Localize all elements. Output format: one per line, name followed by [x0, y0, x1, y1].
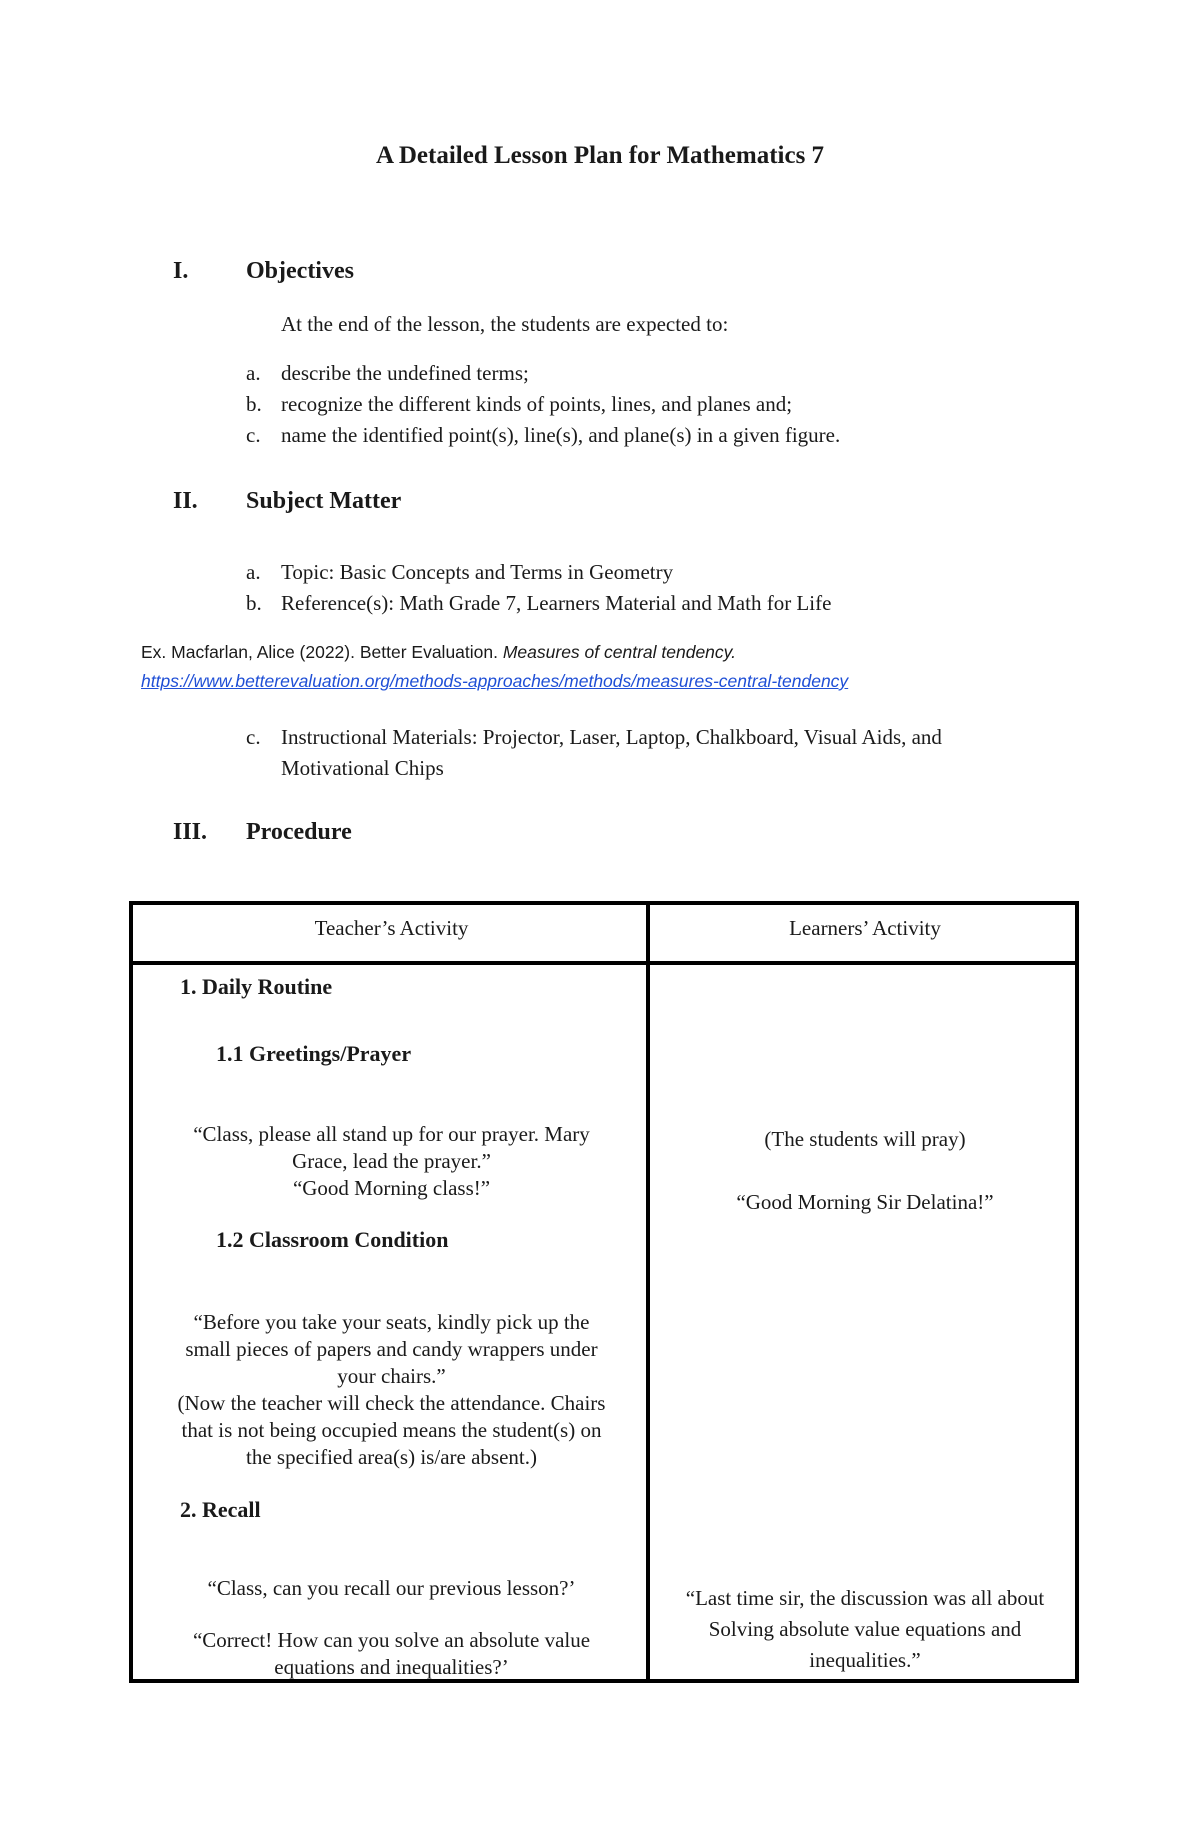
header-learners-activity: Learners’ Activity [789, 916, 941, 940]
example-reference [141, 638, 1101, 667]
header-teacher-activity: Teacher’s Activity [314, 916, 469, 940]
table-column-divider [646, 905, 650, 1679]
objective-item-c: name the identified point(s), line(s), and plane(s) in a given figure. [281, 423, 841, 447]
subject-item-materials-line2: Motivational Chips [281, 756, 444, 780]
classroom-condition-heading: 1.2 Classroom Condition [216, 1227, 449, 1252]
teacher-classroom-line2: small pieces of papers and candy wrappers under [185, 1337, 598, 1361]
teacher-classroom-line5: that is not being occupied means the student(s) on [181, 1418, 602, 1442]
subject-item-materials-line1: Instructional Materials: Projector, Laser, Laptop, Chalkboard, Visual Aids, and [281, 725, 942, 749]
teacher-classroom-line3: your chairs.” [337, 1364, 446, 1388]
example-reference-link-row [141, 667, 1101, 696]
daily-routine-heading: 1. Daily Routine [180, 974, 333, 999]
document-title: A Detailed Lesson Plan for Mathematics 7 [375, 142, 825, 169]
recall-heading: 2. Recall [180, 1497, 261, 1522]
objectives-intro: At the end of the lesson, the students are expected to: [281, 312, 729, 336]
teacher-classroom-line4: (Now the teacher will check the attendance. Chairs [177, 1391, 606, 1415]
objective-item-b: recognize the different kinds of points, lines, and planes and; [281, 392, 793, 416]
learner-recall-line2: Solving absolute value equations and [708, 1617, 1022, 1641]
example-reference-link[interactable]: https://www.betterevaluation.org/methods-approaches/methods/measures-central-tendency [141, 671, 849, 691]
procedure-table [129, 901, 1079, 1683]
subject-label-a: a. [246, 560, 261, 584]
teacher-classroom-line6: the specified area(s) is/are absent.) [246, 1445, 537, 1469]
table-header-divider [133, 961, 1075, 965]
objective-label-c: c. [246, 423, 261, 447]
teacher-recall-line1: “Class, can you recall our previous lesson?’ [207, 1576, 576, 1600]
subject-item-reference: Reference(s): Math Grade 7, Learners Material and Math for Life [281, 591, 832, 615]
objective-item-a: describe the undefined terms; [281, 361, 529, 385]
section-number-subject-matter: II. [173, 488, 198, 514]
section-heading-subject-matter: Subject Matter [246, 488, 402, 514]
teacher-recall-line2: “Correct! How can you solve an absolute value [192, 1628, 591, 1652]
teacher-classroom-line1: “Before you take your seats, kindly pick up the [193, 1310, 590, 1334]
objective-label-b: b. [246, 392, 262, 416]
subject-label-b: b. [246, 591, 262, 615]
teacher-recall-line3: equations and inequalities?’ [274, 1655, 509, 1679]
section-number-procedure: III. [173, 819, 208, 845]
greetings-prayer-heading: 1.1 Greetings/Prayer [216, 1041, 412, 1066]
example-reference-text: Ex. Macfarlan, Alice (2022). Better Evaluation. [141, 642, 503, 662]
learner-recall-line3: inequalities.” [809, 1648, 921, 1672]
section-number-objectives: I. [173, 258, 189, 284]
subject-label-c: c. [246, 725, 261, 749]
learner-recall-line1: “Last time sir, the discussion was all about [685, 1586, 1045, 1610]
teacher-greeting: “Good Morning class!” [292, 1176, 491, 1200]
section-heading-objectives: Objectives [246, 258, 354, 284]
learner-greeting: “Good Morning Sir Delatina!” [736, 1190, 994, 1214]
learner-prayer: (The students will pray) [764, 1127, 966, 1151]
teacher-prayer-line1: “Class, please all stand up for our prayer. Mary [193, 1122, 590, 1146]
section-heading-procedure: Procedure [246, 819, 352, 845]
example-reference-title: Measures of central tendency. [502, 642, 736, 662]
subject-item-topic: Topic: Basic Concepts and Terms in Geometry [281, 560, 674, 584]
teacher-prayer-line2: Grace, lead the prayer.” [292, 1149, 491, 1173]
objective-label-a: a. [246, 361, 261, 385]
